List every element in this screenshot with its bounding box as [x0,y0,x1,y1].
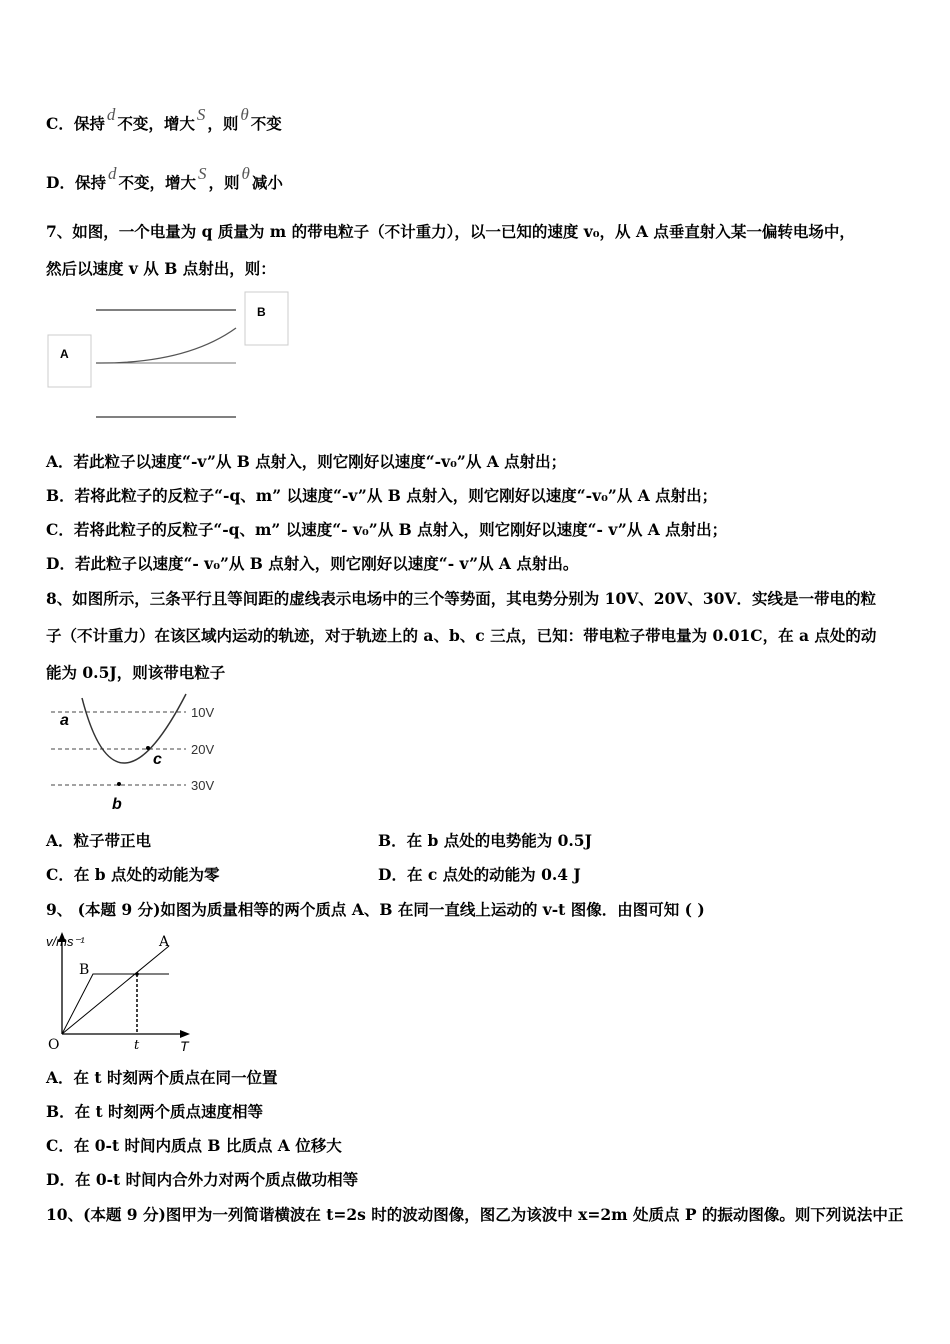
q8-equipotential-figure [46,690,236,815]
t-label: t [134,1038,140,1053]
q7-stem-line1: 7、如图，一个电量为 q 质量为 m 的带电粒子（不计重力），以一已知的速度 v₀，从 A 点垂直射入某一偏转电场中， [46,222,855,241]
label-10v: 10V [191,705,215,720]
label-a: A [60,347,69,361]
q8-stem-line1: 8、如图所示，三条平行且等间距的虚线表示电场中的三个等势面，其电势分别为 10V、20V、30V．实线是一带电的粒 [46,589,876,608]
label-30v: 30V [191,778,215,793]
q9-stem: 9、 (本题 9 分)如图为质量相等的两个质点 A、B 在同一直线上运动的 v-t 图像．由图可知 ( ) [46,900,705,919]
label-c: c [153,751,162,768]
line-b [62,974,169,1034]
var-s: S [197,164,207,183]
q10-stem: 10、(本题 9 分)图甲为一列简谐横波在 t=2s 时的波动图像，图乙为该波中 x=2m 处质点 P 的振动图像。则下列说法中正 [46,1205,904,1224]
q7-option-b: B．若将此粒子的反粒子“-q、m” 以速度“-v”从 B 点射入，则它刚好以速度“-v₀”从 A 点射出； [46,486,718,505]
q7-stem-line2: 然后以速度 v 从 B 点射出，则： [46,259,276,278]
var-s: S [196,105,206,124]
q9-option-b: B．在 t 时刻两个质点速度相等 [46,1102,264,1121]
label-b: B [257,305,266,319]
label-box-a [48,335,91,387]
q6-option-d: D．保持 d 不变，增大 S ，则 θ 减小 [46,164,283,192]
label-20v: 20V [191,742,215,757]
q8-stem-line3: 能为 0.5J，则该带电粒子 [46,663,226,682]
q9-vt-graph [44,928,204,1054]
q8-option-a: A．粒子带正电 [46,831,152,850]
q7-option-c: C．若将此粒子的反粒子“-q、m” 以速度“- v₀”从 B 点射入，则它刚好以速度“- v”从 A 点射出； [46,520,728,539]
particle-trajectory [96,328,236,363]
x-arrow [180,1030,190,1038]
q7-option-a: A．若此粒子以速度“-v”从 B 点射入，则它刚好以速度“-v₀”从 A 点射出； [46,452,567,471]
origin-label: O [48,1037,60,1053]
label-a: a [60,712,69,729]
var-theta: θ [240,105,249,124]
var-d: d [107,164,117,183]
q9-option-c: C．在 0-t 时间内质点 B 比质点 A 位移大 [46,1136,342,1155]
trajectory [82,694,186,763]
x-label: T [180,1038,189,1054]
intersection [135,972,139,976]
q9-option-d: D．在 0-t 时间内合外力对两个质点做功相等 [46,1170,359,1189]
label-a: A [159,934,170,950]
q9-option-a: A．在 t 时刻两个质点在同一位置 [46,1068,278,1087]
label-b: b [112,796,122,813]
q8-option-c: C．在 b 点处的动能为零 [46,865,220,884]
q8-option-d: D．在 c 点处的动能为 0.4 J [378,865,581,884]
y-label: v/ms⁻¹ [46,934,85,949]
label-box-b [245,292,288,345]
var-theta: θ [241,164,250,183]
q7-option-d: D．若此粒子以速度“- v₀”从 B 点射入，则它刚好以速度“- v”从 A 点射出。 [46,554,579,573]
point-b [117,782,121,786]
line-a [62,946,169,1034]
q7-field-figure [46,290,296,425]
q6-option-c: C．保持 d 不变，增大 S ，则 θ 不变 [46,105,282,133]
q8-stem-line2: 子（不计重力）在该区域内运动的轨迹，对于轨迹上的 a、b、c 三点，已知：带电粒子带电量为 0.01C，在 a 点处的动 [46,626,877,645]
point-c [146,746,150,750]
var-d: d [106,105,116,124]
q8-option-b: B．在 b 点处的电势能为 0.5J [378,831,592,850]
label-b: B [79,962,90,978]
